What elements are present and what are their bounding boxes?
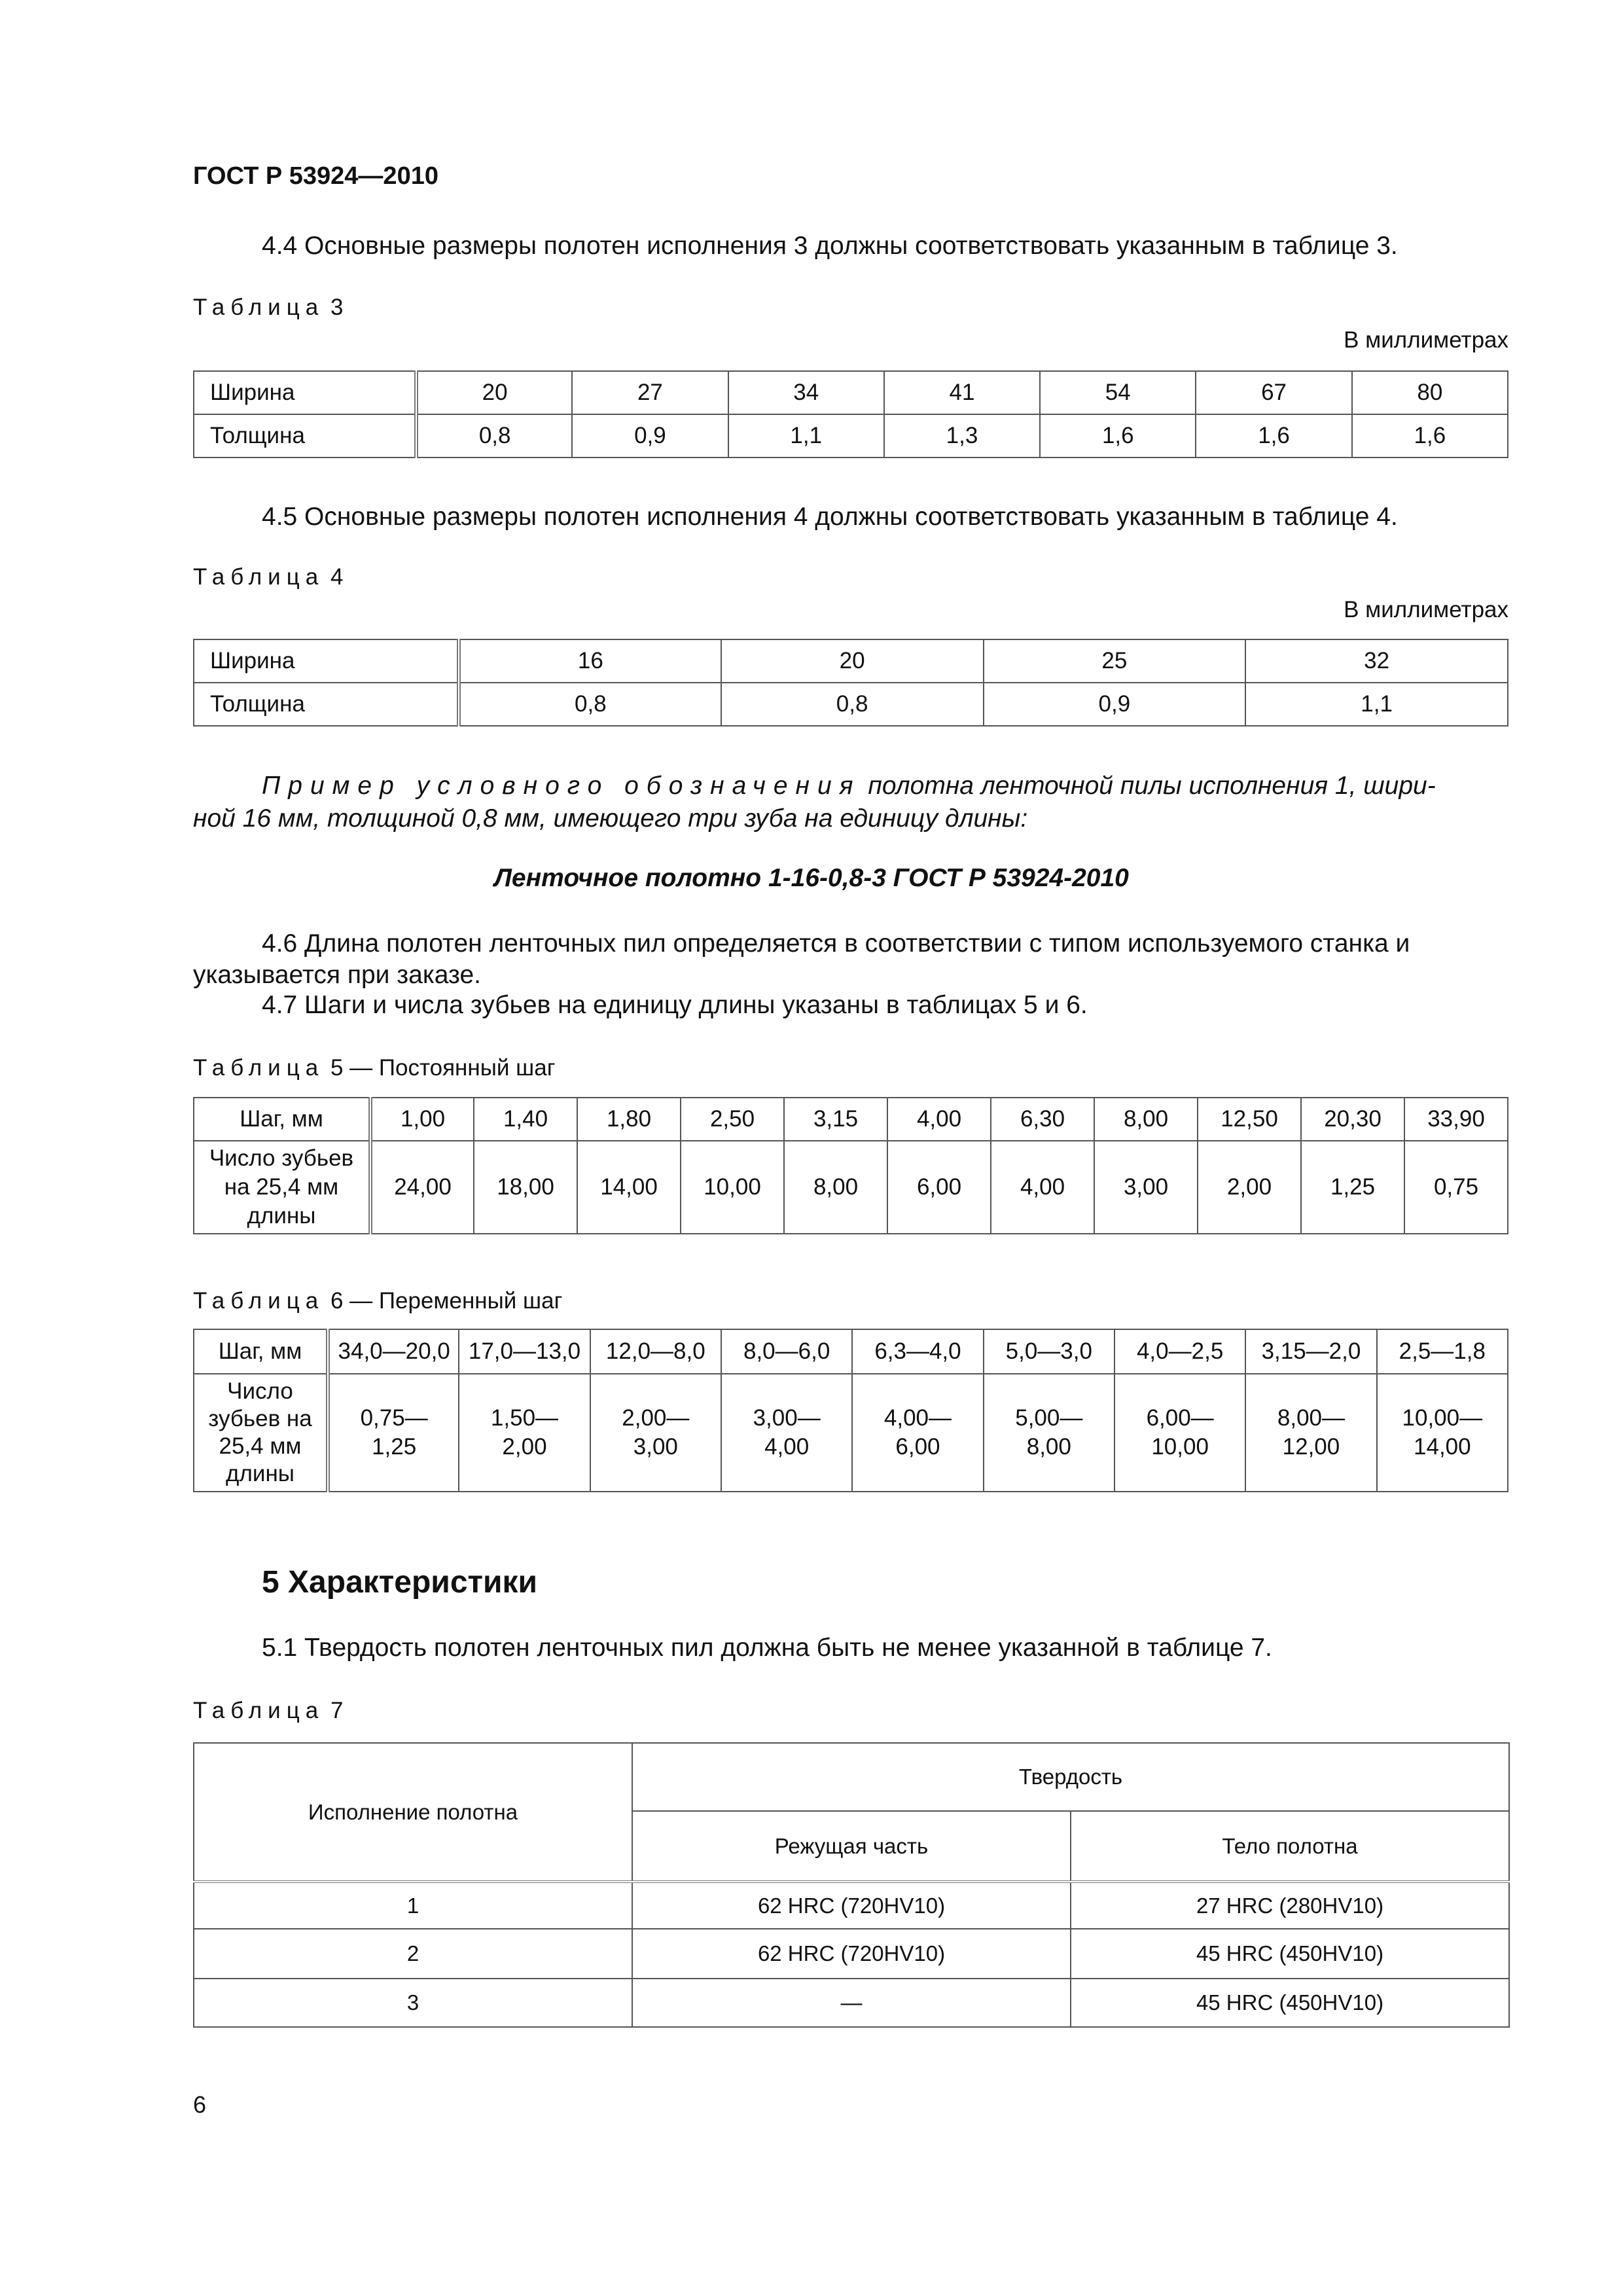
table-7-header-cutting: Режущая часть bbox=[632, 1811, 1071, 1882]
table-cell: 0,8 bbox=[721, 683, 984, 726]
table-3-row-label-width: Ширина bbox=[194, 371, 416, 414]
table-3-row-label-thickness: Толщина bbox=[194, 414, 416, 457]
table-row bbox=[194, 1882, 1509, 1929]
table-cell: 1,80 bbox=[577, 1098, 681, 1141]
table-3 bbox=[193, 370, 1508, 458]
table-cell: 54 bbox=[1040, 371, 1196, 414]
table-cell: 1,25 bbox=[1301, 1141, 1404, 1234]
designation-string: Ленточное полотно 1-16-0,8-3 ГОСТ Р 53924-2010 bbox=[494, 864, 1129, 892]
table-6 bbox=[193, 1329, 1508, 1492]
table-cell: 18,00 bbox=[474, 1141, 577, 1234]
table-row bbox=[194, 1141, 1508, 1234]
table-cell: 45 HRC (450HV10) bbox=[1071, 1929, 1509, 1979]
table-7-caption: Таблица 7 bbox=[193, 1698, 344, 1723]
table-row bbox=[194, 1329, 1508, 1374]
table-cell: 3,00— 4,00 bbox=[721, 1374, 852, 1492]
table-row bbox=[194, 371, 1508, 414]
table-cell: 8,00 bbox=[1094, 1098, 1198, 1141]
table-cell: 34 bbox=[728, 371, 884, 414]
table-4 bbox=[193, 639, 1508, 726]
document-id: ГОСТ Р 53924—2010 bbox=[193, 162, 438, 190]
table-4-units: В миллиметрах bbox=[1344, 597, 1508, 622]
table-cell: 4,00 bbox=[991, 1141, 1094, 1234]
table-cell: 1,3 bbox=[884, 414, 1040, 457]
table-cell: 2,00— 3,00 bbox=[590, 1374, 721, 1492]
table-row bbox=[194, 639, 1508, 683]
table-4-row-label-thickness: Толщина bbox=[194, 683, 459, 726]
table-cell: 20 bbox=[721, 639, 984, 683]
table-cell: 45 HRC (450HV10) bbox=[1071, 1979, 1509, 2027]
table-cell: 1,6 bbox=[1040, 414, 1196, 457]
table-cell: 24,00 bbox=[370, 1141, 474, 1234]
table-cell: 2,5—1,8 bbox=[1377, 1329, 1508, 1374]
table-cell: 12,50 bbox=[1198, 1098, 1301, 1141]
table-cell: 6,30 bbox=[991, 1098, 1094, 1141]
table-7-header-body: Тело полотна bbox=[1071, 1811, 1509, 1882]
table-7-header-variant: Исполнение полотна bbox=[194, 1743, 632, 1882]
table-row bbox=[194, 1929, 1509, 1979]
table-cell: 8,00— 12,00 bbox=[1245, 1374, 1376, 1492]
table-cell: 1,1 bbox=[1245, 683, 1508, 726]
table-cell: 6,00 bbox=[887, 1141, 991, 1234]
table-5 bbox=[193, 1097, 1508, 1234]
table-cell: 6,3—4,0 bbox=[852, 1329, 983, 1374]
table-cell: 1 bbox=[194, 1882, 632, 1929]
table-cell: 3 bbox=[194, 1979, 632, 2027]
table-7 bbox=[193, 1742, 1510, 2028]
table-cell: 1,40 bbox=[474, 1098, 577, 1141]
paragraph-4-5: 4.5 Основные размеры полотен исполнения 4 должны соответствовать указанным в таблице 4. bbox=[262, 503, 1398, 531]
page-number: 6 bbox=[193, 2091, 207, 2118]
table-cell: 10,00 bbox=[681, 1141, 784, 1234]
table-cell: 1,00 bbox=[370, 1098, 474, 1141]
table-cell: 10,00— 14,00 bbox=[1377, 1374, 1508, 1492]
paragraph-4-4: 4.4 Основные размеры полотен исполнения 3 должны соответствовать указанным в таблице 3. bbox=[262, 232, 1398, 260]
table-header-row bbox=[194, 1743, 1509, 1811]
table-cell: 34,0—20,0 bbox=[328, 1329, 459, 1374]
table-6-row-label-pitch: Шаг, мм bbox=[194, 1329, 328, 1374]
table-row bbox=[194, 1098, 1508, 1141]
table-row bbox=[194, 414, 1508, 457]
table-cell: 0,8 bbox=[459, 683, 721, 726]
table-cell: 3,00 bbox=[1094, 1141, 1198, 1234]
example-lead: Пример условного обозначения bbox=[262, 772, 861, 800]
table-cell: 3,15 bbox=[784, 1098, 887, 1141]
table-cell: 1,1 bbox=[728, 414, 884, 457]
table-cell: 2 bbox=[194, 1929, 632, 1979]
designation-example: Пример условного обозначения полотна ленточной пилы исполнения 1, шири- ной 16 мм, толщиной 0,8 мм, имеющего три зуба на единицу длины: bbox=[193, 772, 1436, 833]
table-cell: 4,0—2,5 bbox=[1115, 1329, 1245, 1374]
table-row bbox=[194, 1979, 1509, 2027]
table-row bbox=[194, 1374, 1508, 1492]
paragraph-4-7: 4.7 Шаги и числа зубьев на единицу длины указаны в таблицах 5 и 6. bbox=[262, 991, 1088, 1019]
table-row bbox=[194, 683, 1508, 726]
paragraph-4-6: 4.6 Длина полотен ленточных пил определяется в соответствии с типом используемого станка и указывается при заказе. bbox=[193, 929, 1410, 989]
table-cell: 14,00 bbox=[577, 1141, 681, 1234]
table-cell: 1,50— 2,00 bbox=[459, 1374, 590, 1492]
table-5-row-label-pitch: Шаг, мм bbox=[194, 1098, 370, 1141]
table-cell: 3,15—2,0 bbox=[1245, 1329, 1376, 1374]
table-cell: 1,6 bbox=[1196, 414, 1351, 457]
table-cell: 80 bbox=[1352, 371, 1508, 414]
table-cell: 41 bbox=[884, 371, 1040, 414]
table-7-header-hardness: Твердость bbox=[632, 1743, 1509, 1811]
table-cell: 25 bbox=[984, 639, 1246, 683]
table-cell: 0,75 bbox=[1404, 1141, 1508, 1234]
table-cell: 62 HRC (720HV10) bbox=[632, 1929, 1071, 1979]
table-5-row-label-teeth: Число зубьев на 25,4 мм длины bbox=[194, 1141, 370, 1234]
table-cell: 12,0—8,0 bbox=[590, 1329, 721, 1374]
table-cell: 32 bbox=[1245, 639, 1508, 683]
table-cell: 2,00 bbox=[1198, 1141, 1301, 1234]
table-3-units: В миллиметрах bbox=[1344, 327, 1508, 353]
table-4-row-label-width: Ширина bbox=[194, 639, 459, 683]
table-4-caption: Таблица 4 bbox=[193, 564, 344, 590]
table-3-caption: Таблица 3 bbox=[193, 295, 344, 320]
table-cell: 8,00 bbox=[784, 1141, 887, 1234]
table-6-caption: Таблица 6 — Переменный шаг bbox=[193, 1288, 563, 1314]
table-cell: 4,00 bbox=[887, 1098, 991, 1141]
table-cell: 0,8 bbox=[416, 414, 572, 457]
table-cell: 20,30 bbox=[1301, 1098, 1404, 1141]
table-cell: 17,0—13,0 bbox=[459, 1329, 590, 1374]
table-cell: 4,00— 6,00 bbox=[852, 1374, 983, 1492]
table-cell: 20 bbox=[416, 371, 572, 414]
section-5-title: 5 Характеристики bbox=[262, 1565, 538, 1600]
paragraph-5-1: 5.1 Твердость полотен ленточных пил должна быть не менее указанной в таблице 7. bbox=[262, 1634, 1272, 1662]
table-cell: 16 bbox=[459, 639, 721, 683]
table-cell: 27 bbox=[572, 371, 728, 414]
table-cell: 6,00— 10,00 bbox=[1115, 1374, 1245, 1492]
table-cell: 33,90 bbox=[1404, 1098, 1508, 1141]
table-cell: 1,6 bbox=[1352, 414, 1508, 457]
table-cell: 2,50 bbox=[681, 1098, 784, 1141]
table-cell: 5,0—3,0 bbox=[984, 1329, 1115, 1374]
table-cell: 67 bbox=[1196, 371, 1351, 414]
table-5-caption: Таблица 5 — Постоянный шаг bbox=[193, 1055, 556, 1081]
table-6-row-label-teeth: Число зубьев на 25,4 мм длины bbox=[194, 1374, 328, 1492]
table-cell: 8,0—6,0 bbox=[721, 1329, 852, 1374]
table-cell: 27 HRC (280HV10) bbox=[1071, 1882, 1509, 1929]
table-cell: 0,9 bbox=[984, 683, 1246, 726]
table-cell: 5,00— 8,00 bbox=[984, 1374, 1115, 1492]
table-cell: — bbox=[632, 1979, 1071, 2027]
table-cell: 0,75— 1,25 bbox=[328, 1374, 459, 1492]
table-cell: 0,9 bbox=[572, 414, 728, 457]
table-cell: 62 HRC (720HV10) bbox=[632, 1882, 1071, 1929]
